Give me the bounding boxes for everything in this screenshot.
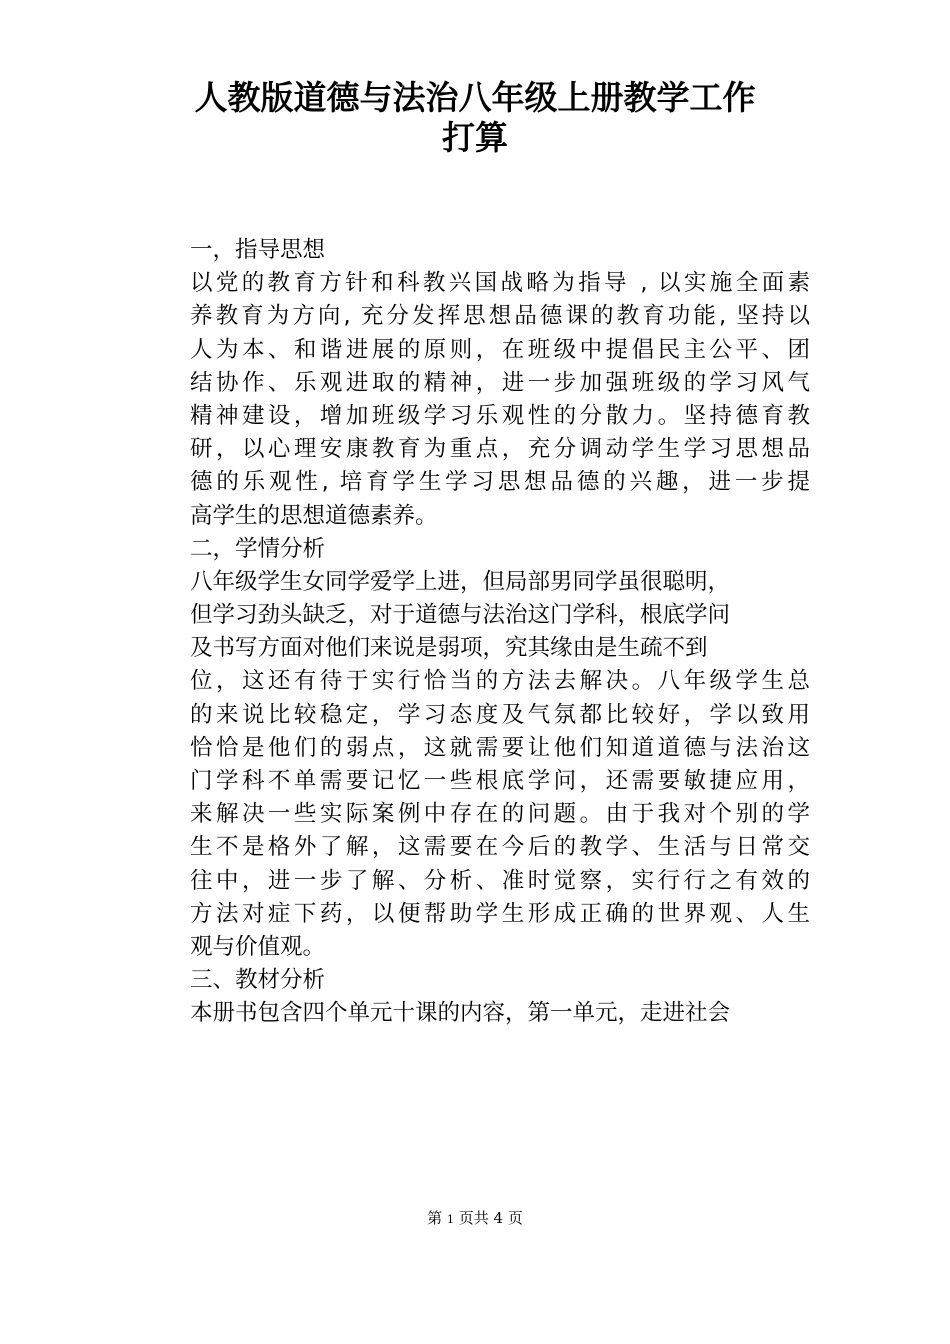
body-line: 方法对症下药，以便帮助学生形成正确的世界观、人生	[190, 900, 810, 927]
body-line: 门学科不单需要记忆一些根底学问，还需要敏捷应用，	[190, 768, 810, 794]
body-line: 以党的教育方针和科教兴国战略为指导 , 以实施全面素	[190, 270, 810, 297]
document-title	[0, 78, 950, 158]
body-line: 研，以心理安康教育为重点，充分调动学生学习思想品	[190, 436, 810, 463]
document-title-line-1: 人教版道德与法治八年级上册教学工作	[194, 78, 756, 117]
body-line: 结协作、乐观进取的精神，进一步加强班级的学习风气	[190, 369, 810, 396]
body-line: 往中，进一步了解、分析、准时觉察，实行行之有效的	[190, 867, 810, 894]
document-body	[190, 234, 810, 1031]
page-footer-middle: 页共	[458, 1209, 489, 1227]
body-line: 养教育为方向, 充分发挥思想品德课的教育功能, 坚持以	[190, 303, 810, 330]
body-line: 本册书包含四个单元十课的内容，第一单元，走进社会	[190, 1000, 731, 1027]
total-pages-number: 4	[493, 1209, 504, 1227]
body-line: 的来说比较稳定，学习态度及气氛都比较好，学以致用	[190, 701, 810, 728]
body-line: 但学习劲头缺乏，对于道德与法治这门学科，根底学问	[190, 602, 731, 629]
body-line: 观与价值观。	[190, 933, 326, 960]
body-line: 精神建设，增加班级学习乐观性的分散力。坚持德育教	[190, 402, 810, 429]
body-line: 八年级学生女同学爱学上进，但局部男同学虽很聪明，	[190, 568, 731, 595]
body-line: 德的乐观性, 培育学生学习思想品德的兴趣，进一步提	[190, 469, 810, 496]
page-footer-prefix: 第	[427, 1209, 443, 1227]
body-line: 二，学情分析	[190, 535, 326, 562]
body-line: 一，指导思想	[190, 237, 326, 263]
body-line: 三、教材分析	[190, 967, 326, 994]
document-title-line-2: 打算	[442, 118, 508, 157]
body-line: 及书写方面对他们来说是弱项，究其缘由是生疏不到	[190, 635, 708, 662]
body-line: 高学生的思想道德素养。	[190, 502, 438, 529]
page-footer	[0, 1208, 950, 1230]
page-footer-suffix: 页	[507, 1209, 523, 1227]
body-line: 位，这还有待于实行恰当的方法去解决。八年级学生总	[190, 668, 810, 695]
body-line: 生不是格外了解，这需要在今后的教学、生活与日常交	[190, 834, 810, 861]
current-page-number: 1	[446, 1213, 454, 1226]
body-line: 恰恰是他们的弱点，这就需要让他们知道道德与法治这	[190, 734, 810, 761]
body-line: 来解决一些实际案例中存在的问题。由于我对个别的学	[190, 801, 810, 828]
body-line: 人为本、和谐进展的原则，在班级中提倡民主公平、团	[190, 336, 810, 363]
